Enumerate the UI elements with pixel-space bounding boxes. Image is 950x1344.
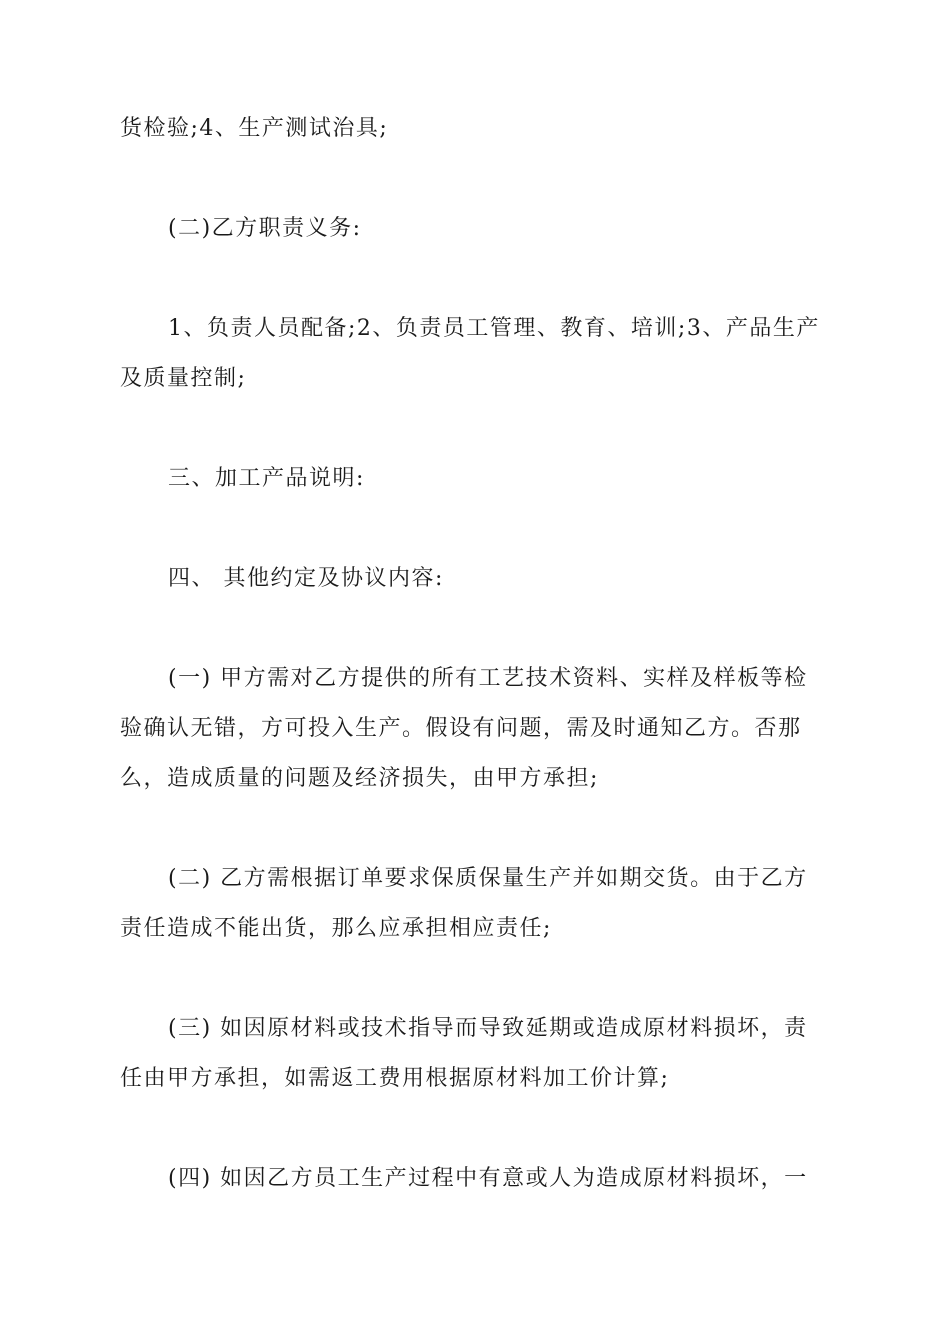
text-line: 及质量控制;: [120, 366, 247, 391]
section-heading: (二)乙方职责义务:: [168, 216, 362, 241]
text-line: 货检验;4、生产测试治具;: [120, 116, 389, 141]
section-heading: 三、加工产品说明:: [168, 466, 365, 491]
text-line: 1、负责人员配备;2、负责员工管理、教育、培训;3、产品生产: [168, 316, 820, 341]
text-line: 任由甲方承担，如需返工费用根据原材料加工价计算;: [120, 1066, 670, 1091]
text-line: 验确认无错，方可投入生产。假设有问题，需及时通知乙方。否那: [120, 716, 802, 741]
text-line: (二) 乙方需根据订单要求保质保量生产并如期交货。由于乙方: [168, 866, 808, 891]
text-line: (一) 甲方需对乙方提供的所有工艺技术资料、实样及样板等检: [168, 666, 808, 691]
text-line: (三) 如因原材料或技术指导而导致延期或造成原材料损坏，责: [168, 1016, 808, 1041]
text-line: 么，造成质量的问题及经济损失，由甲方承担;: [120, 766, 599, 791]
section-heading: 四、 其他约定及协议内容:: [168, 566, 444, 591]
text-line: (四) 如因乙方员工生产过程中有意或人为造成原材料损坏，一: [168, 1166, 808, 1191]
text-line: 责任造成不能出货，那么应承担相应责任;: [120, 916, 552, 941]
